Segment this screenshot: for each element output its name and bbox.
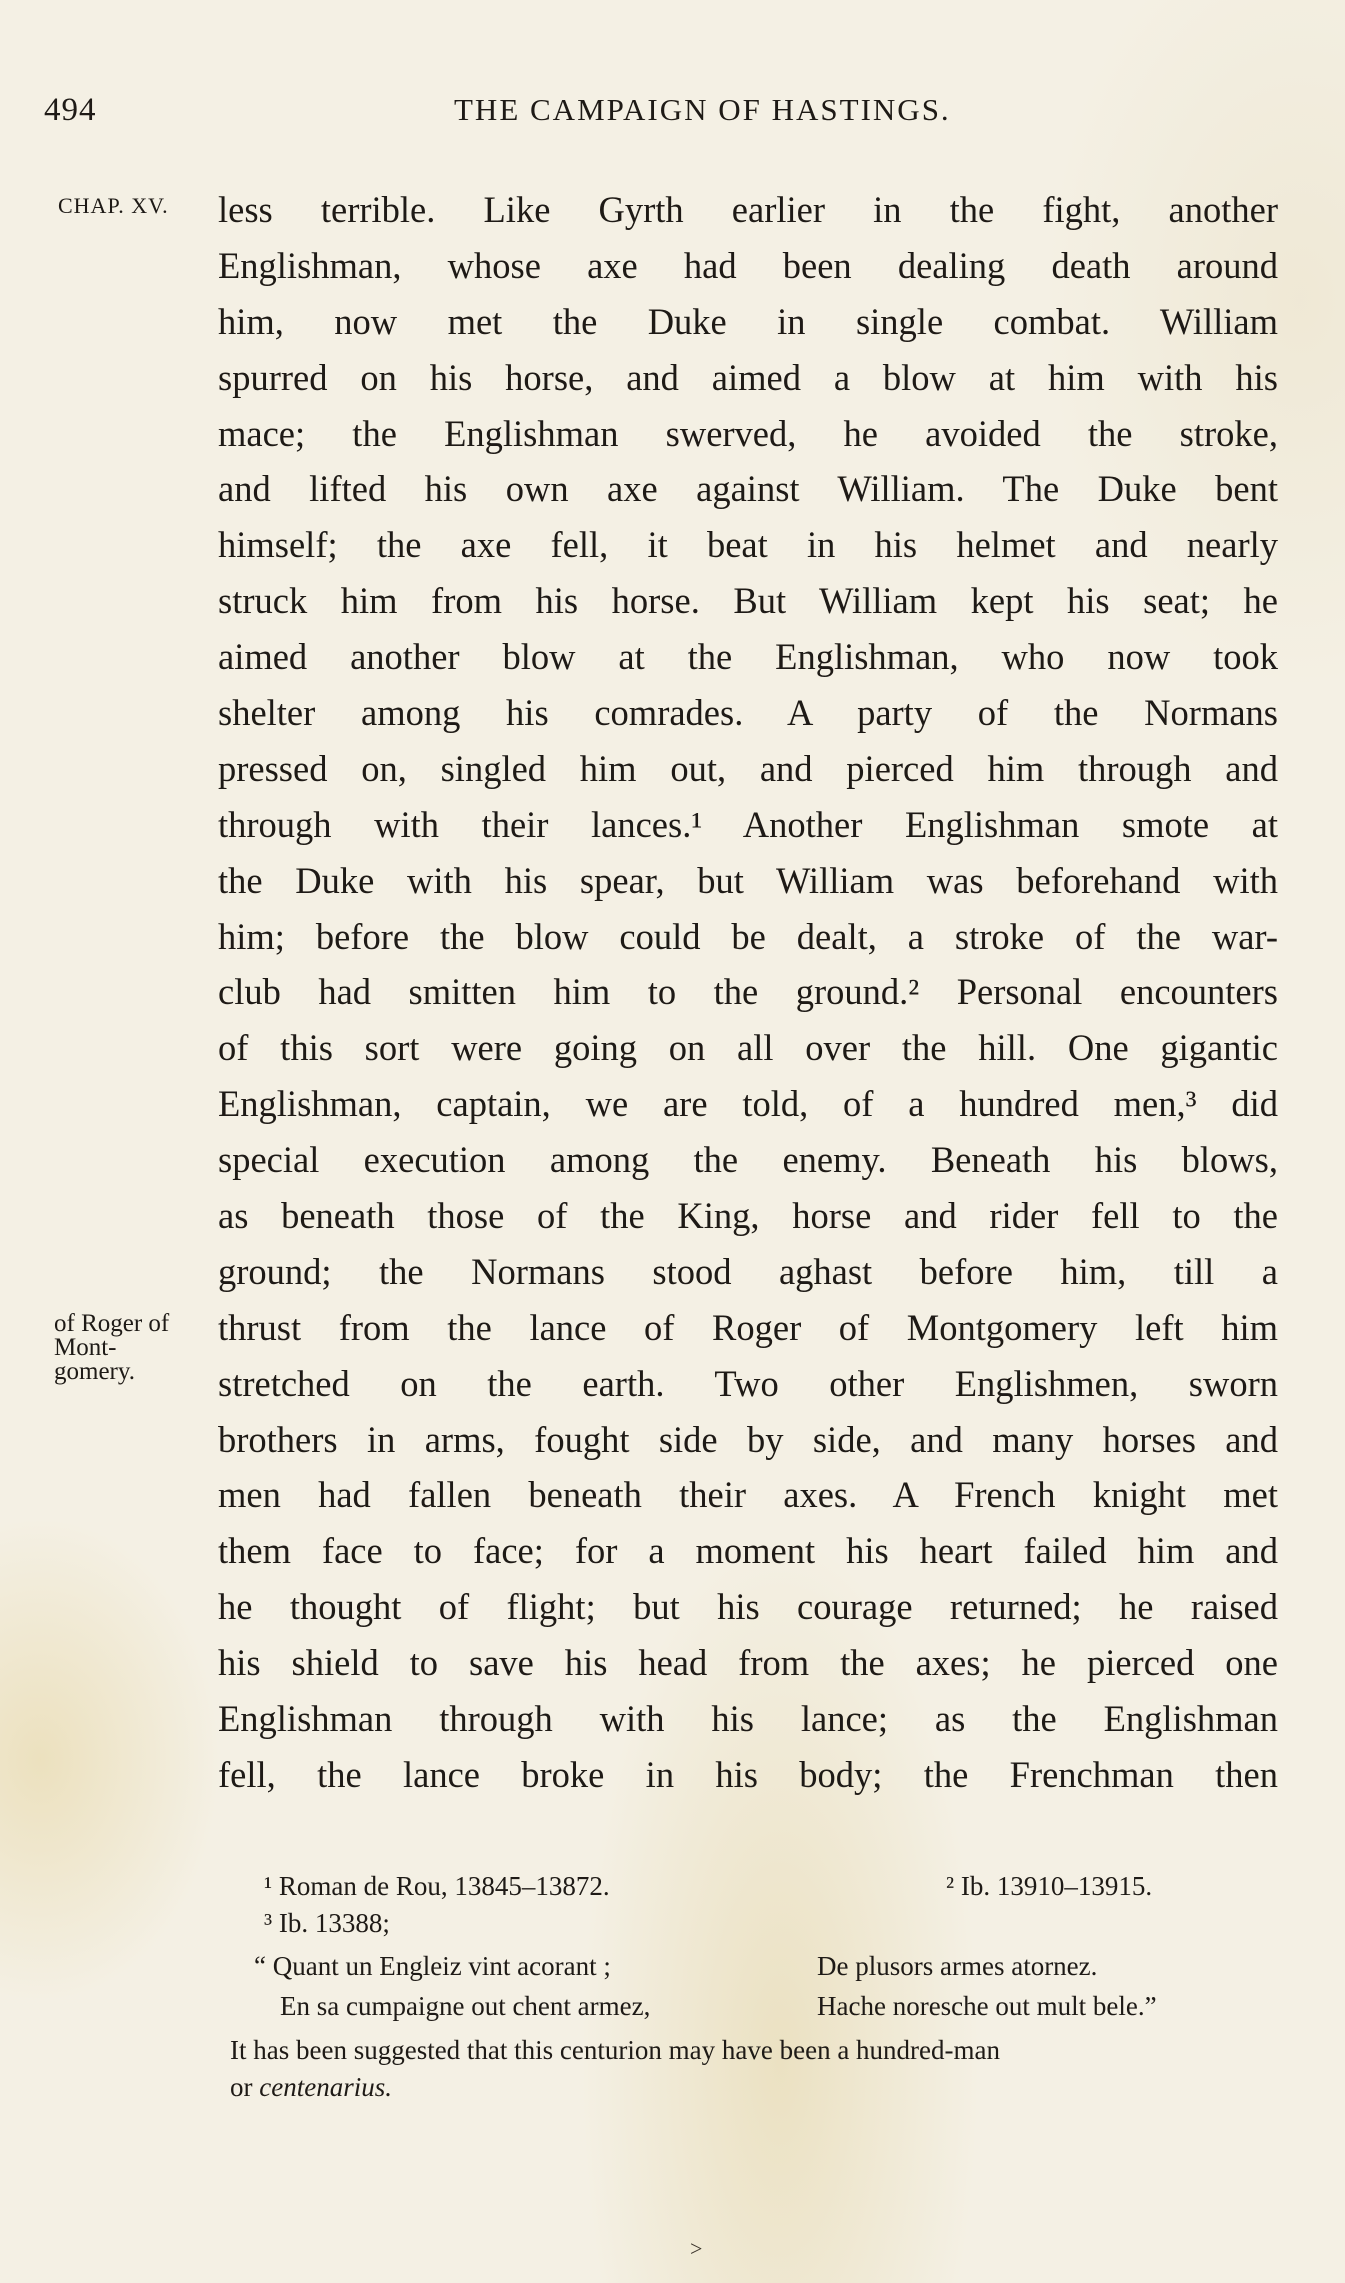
body-line: of this sort were going on all over the hill. One gigantic — [218, 1027, 1278, 1069]
body-line: shelter among his comrades. A party of the Normans — [218, 692, 1278, 734]
body-line: brothers in arms, fought side by side, and many horses and — [218, 1418, 1278, 1460]
footnote-note-line: It has been suggested that this centurion may have been a hundred-man — [230, 2035, 1001, 2065]
body-line: the Duke with his spear, but William was beforehand with — [218, 859, 1278, 901]
body-text — [218, 182, 1278, 1803]
quote-line: En sa cumpaigne out chent armez, — [280, 1991, 651, 2021]
body-line: his shield to save his head from the axes; he pierced one — [218, 1642, 1278, 1684]
body-line: ground; the Normans stood aghast before him, till a — [218, 1250, 1278, 1292]
sidenote-line: gomery. — [54, 1358, 135, 1385]
body-line: him, now met the Duke in single combat. William — [218, 300, 1278, 342]
page-number: 494 — [44, 92, 97, 128]
body-line: as beneath those of the King, horse and rider fell to the — [218, 1195, 1278, 1237]
body-line: through with their lances.¹ Another Englishman smote at — [218, 803, 1278, 845]
body-line: spurred on his horse, and aimed a blow at him with his — [218, 356, 1278, 398]
sidenote-line: Mont- — [54, 1334, 117, 1361]
quote-line: “ Quant un Engleiz vint acorant ; — [254, 1951, 611, 1981]
body-line: aimed another blow at the Englishman, who now took — [218, 636, 1278, 678]
chapter-label: CHAP. XV. — [58, 193, 169, 218]
footnote-2: ² Ib. 13910–13915. — [946, 1871, 1153, 1901]
body-line: he thought of flight; but his courage returned; he raised — [218, 1586, 1278, 1628]
footnote-note-italic: centenarius. — [259, 2072, 392, 2102]
sidenote-line: of Roger of — [54, 1310, 170, 1337]
footnote-3: ³ Ib. 13388; — [264, 1908, 390, 1938]
body-line: Englishman, whose axe had been dealing death around — [218, 244, 1278, 286]
body-line: him; before the blow could be dealt, a stroke of the war- — [218, 915, 1278, 957]
margin-sidenote — [54, 1312, 224, 1384]
bottom-mark: > — [690, 2236, 703, 2261]
body-line: men had fallen beneath their axes. A French knight met — [218, 1474, 1278, 1516]
footnote-row — [230, 1905, 1290, 1942]
footnote-quote — [230, 1948, 1290, 2028]
body-line: fell, the lance broke in his body; the Frenchman then — [218, 1753, 1278, 1795]
footnote-row — [230, 1868, 1290, 1905]
body-line: and lifted his own axe against William. The Duke bent — [218, 468, 1278, 510]
body-line: them face to face; for a moment his heart failed him and — [218, 1530, 1278, 1572]
footnote-note-line — [230, 2069, 1290, 2106]
body-line: mace; the Englishman swerved, he avoided the stroke, — [218, 412, 1278, 454]
body-line: pressed on, singled him out, and pierced him through and — [218, 747, 1278, 789]
body-line: less terrible. Like Gyrth earlier in the fight, another — [218, 189, 1278, 230]
body-line: struck him from his horse. But William kept his seat; he — [218, 580, 1278, 622]
body-line: Englishman, captain, we are told, of a hundred men,³ did — [218, 1083, 1278, 1125]
body-line: special execution among the enemy. Beneath his blows, — [218, 1139, 1278, 1181]
quote-line: Hache noresche out mult bele.” — [817, 1991, 1157, 2021]
quote-line: De plusors armes atornez. — [817, 1951, 1098, 1981]
page-header — [44, 92, 1284, 142]
footnote-note — [230, 2032, 1290, 2106]
body-line: thrust from the lance of Roger of Montgomery left him — [218, 1306, 1278, 1348]
body-line: club had smitten him to the ground.² Personal encounters — [218, 971, 1278, 1013]
footnotes — [230, 1868, 1290, 2106]
body-line: stretched on the earth. Two other Englishmen, sworn — [218, 1362, 1278, 1404]
body-line: himself; the axe fell, it beat in his helmet and nearly — [218, 524, 1278, 566]
footnote-1: ¹ Roman de Rou, 13845–13872. — [264, 1871, 610, 1901]
running-head: THE CAMPAIGN OF HASTINGS. — [454, 92, 951, 127]
footnote-note-prefix: or — [230, 2072, 260, 2102]
body-line: Englishman through with his lance; as the Englishman — [218, 1698, 1278, 1740]
